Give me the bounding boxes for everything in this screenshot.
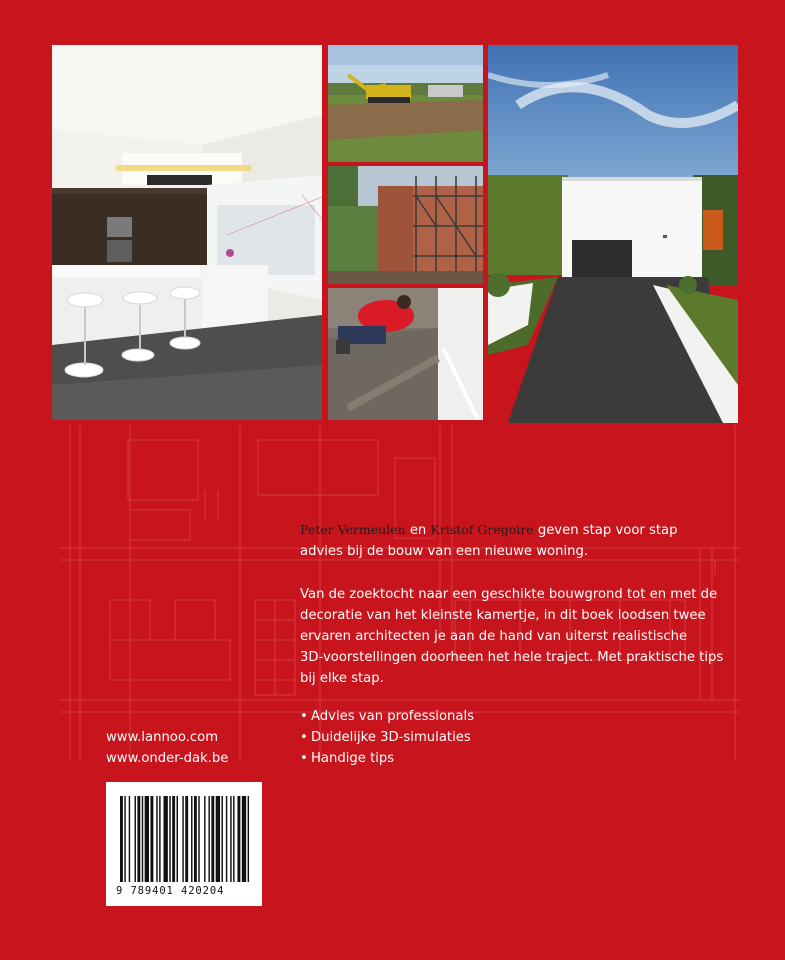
publisher-urls	[106, 727, 228, 769]
paragraph-line: 3D-voorstellingen doorheen het hele traject. Met praktische tips	[300, 650, 724, 665]
barcode-bar	[198, 796, 199, 882]
barcode-bar	[208, 796, 209, 882]
isbn-barcode	[106, 782, 262, 906]
barcode-bar	[216, 796, 220, 882]
isbn-number: 9 789401 420204	[116, 885, 225, 897]
feature-item	[300, 727, 474, 748]
barcode-bar	[226, 796, 227, 882]
feature-item	[300, 706, 474, 727]
intro-line-1	[300, 519, 740, 541]
screed-worker-photo	[328, 288, 483, 420]
barcode-bar	[211, 796, 214, 882]
barcode-bar	[177, 796, 178, 882]
barcode-bar	[194, 796, 197, 882]
barcode-bar	[124, 796, 125, 882]
barcode-bars	[120, 796, 250, 882]
url-onder-dak[interactable]: www.onder-dak.be	[106, 751, 229, 766]
barcode-bar	[182, 796, 183, 882]
feature-label: Duidelijke 3D-simulaties	[311, 730, 471, 745]
barcode-bar	[145, 796, 149, 882]
url-lannoo[interactable]: www.lannoo.com	[106, 730, 219, 745]
excavator-photo	[328, 45, 483, 162]
author-name-1: Peter Vermeulen	[300, 522, 406, 537]
kitchen-photo	[52, 45, 322, 420]
barcode-bar	[242, 796, 246, 882]
barcode-bar	[204, 796, 205, 882]
barcode-bar	[230, 796, 231, 882]
intro-connector: en	[405, 523, 431, 538]
barcode-bar	[222, 796, 223, 882]
barcode-bar	[237, 796, 240, 882]
description-paragraph	[300, 584, 740, 689]
bullet-icon: •	[300, 751, 308, 766]
barcode-bar	[185, 796, 188, 882]
bullet-icon: •	[300, 709, 308, 724]
barcode-bar	[233, 796, 234, 882]
barcode-bar	[142, 796, 143, 882]
paragraph-line: Van de zoektocht naar een geschikte bouwgrond tot en met de	[300, 587, 718, 602]
barcode-bar	[120, 796, 123, 882]
intro-line-2: advies bij de bouw van een nieuwe woning.	[300, 544, 589, 559]
bullet-icon: •	[300, 730, 308, 745]
barcode-bar	[135, 796, 136, 882]
paragraph-line: decoratie van het kleinste kamertje, in dit boek loodsen twee	[300, 608, 706, 623]
feature-label: Handige tips	[311, 751, 395, 766]
barcode-bar	[172, 796, 175, 882]
intro-line-1-rest: geven stap voor stap	[533, 523, 678, 538]
barcode-bar	[156, 796, 157, 882]
barcode-bar	[137, 796, 140, 882]
barcode-bar	[164, 796, 168, 882]
barcode-bar	[191, 796, 192, 882]
barcode-bar	[150, 796, 153, 882]
barcode-bar	[129, 796, 130, 882]
feature-list	[300, 706, 474, 769]
barcode-bar	[159, 796, 160, 882]
intro-text	[300, 519, 740, 562]
feature-item	[300, 748, 474, 769]
paragraph-line: ervaren architecten je aan de hand van uiterst realistische	[300, 629, 688, 644]
barcode-bar	[169, 796, 170, 882]
feature-label: Advies van professionals	[311, 709, 475, 724]
author-name-2: Kristof Gregoire	[430, 522, 534, 537]
scaffolding-photo	[328, 166, 483, 284]
house-photo	[488, 45, 738, 423]
barcode-bar	[248, 796, 249, 882]
paragraph-line: bij elke stap.	[300, 671, 384, 686]
